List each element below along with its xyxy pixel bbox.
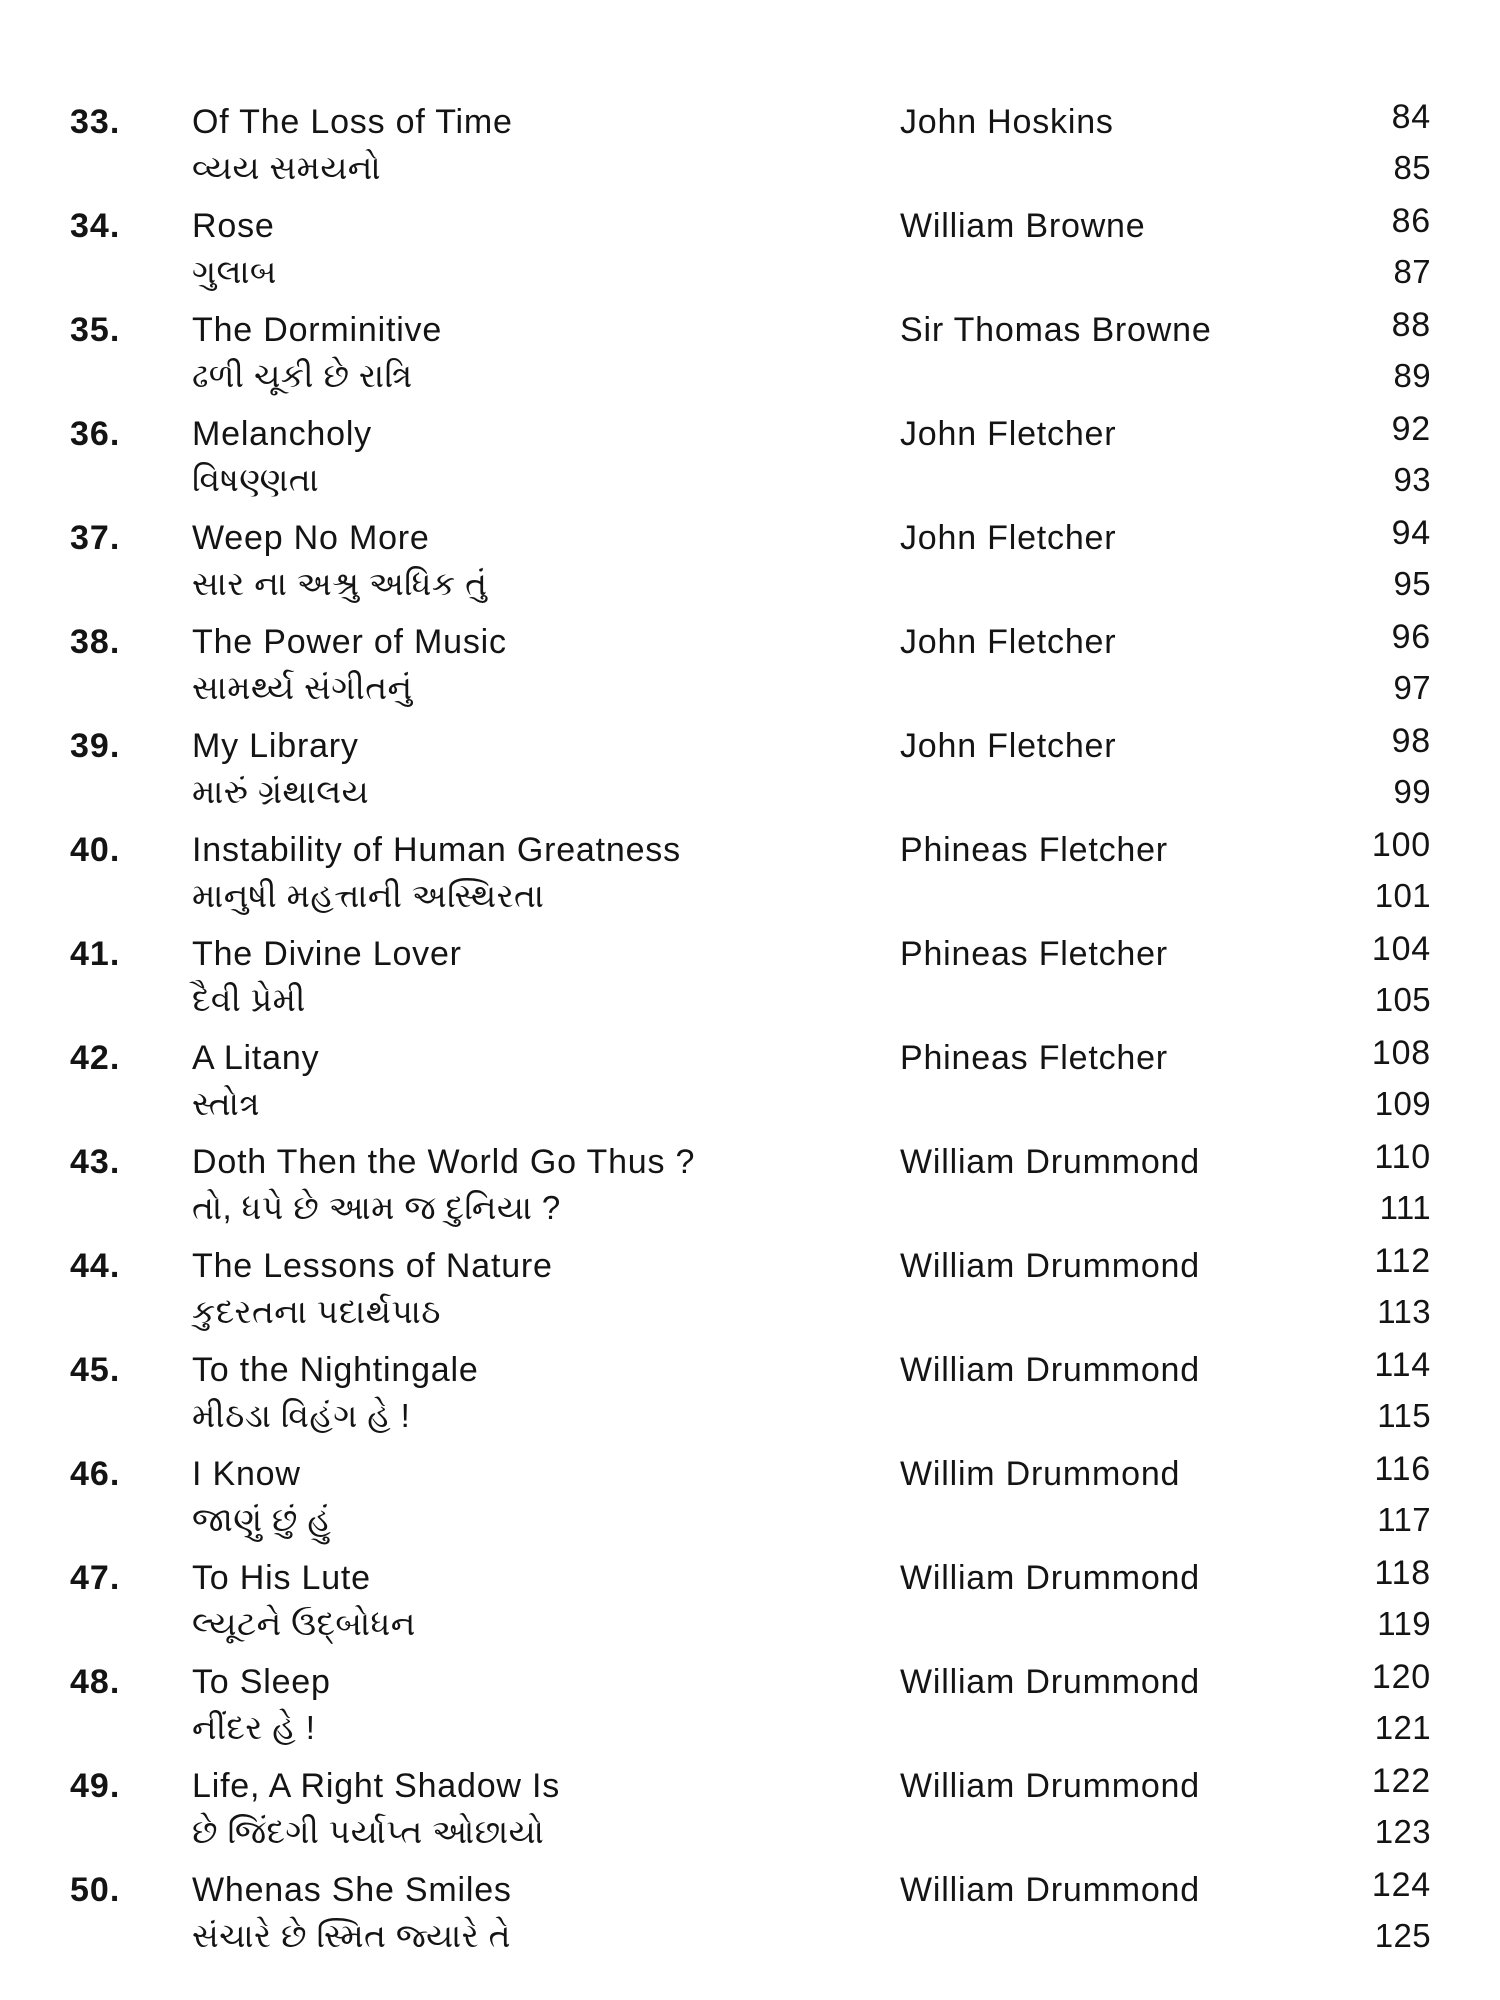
entry-author: Phineas Fletcher [900, 831, 1168, 869]
entry-gujarati-page-number: 99 [1393, 773, 1431, 810]
entry-number: 43. [70, 1143, 121, 1181]
entry-gujarati-page-number: 111 [1379, 1189, 1431, 1226]
contents-entry [0, 724, 1500, 828]
entry-gujarati-line [0, 1185, 1500, 1230]
entry-number: 36. [70, 415, 121, 453]
entry-page-number: 86 [1391, 202, 1431, 240]
contents-entry [0, 1556, 1500, 1660]
entry-english-line [0, 412, 1500, 457]
entry-page-number: 118 [1374, 1554, 1431, 1592]
entry-gujarati-title: તો, ધપે છે આમ જ દુનિયા ? [192, 1189, 561, 1226]
entry-title: Whenas She Smiles [192, 1871, 512, 1909]
entry-number: 35. [70, 311, 121, 349]
entry-gujarati-title: મારું ગ્રંથાલય [192, 773, 370, 810]
entry-gujarati-page-number: 97 [1393, 669, 1431, 706]
entry-gujarati-line [0, 1705, 1500, 1750]
entry-gujarati-line [0, 873, 1500, 918]
entry-author: William Drummond [900, 1351, 1200, 1389]
entry-gujarati-page-number: 119 [1377, 1605, 1431, 1642]
entry-gujarati-line [0, 1601, 1500, 1646]
entry-number: 42. [70, 1039, 121, 1077]
entry-english-line [0, 932, 1500, 977]
entry-english-line [0, 1452, 1500, 1497]
entry-gujarati-line [0, 1081, 1500, 1126]
entry-gujarati-page-number: 89 [1393, 357, 1431, 394]
entry-english-line [0, 1660, 1500, 1705]
entry-author: William Drummond [900, 1247, 1200, 1285]
entry-page-number: 88 [1391, 306, 1431, 344]
entry-number: 45. [70, 1351, 121, 1389]
entry-gujarati-page-number: 113 [1377, 1293, 1431, 1330]
entry-title: Life, A Right Shadow Is [192, 1767, 561, 1805]
entry-gujarati-line [0, 561, 1500, 606]
entry-page-number: 108 [1371, 1034, 1431, 1072]
entry-page-number: 96 [1391, 618, 1431, 656]
entry-gujarati-line [0, 1913, 1500, 1958]
entry-gujarati-page-number: 93 [1393, 461, 1431, 498]
entry-gujarati-title: છે જિંદગી પર્યાપ્ત ઓછાયો [192, 1813, 545, 1850]
entry-title: Of The Loss of Time [192, 103, 513, 141]
entry-title: To His Lute [192, 1559, 371, 1597]
entry-title: The Lessons of Nature [192, 1247, 553, 1285]
entry-gujarati-title: સામર્થ્ય સંગીતનું [192, 669, 413, 706]
entry-gujarati-title: મીઠડા વિહંગ હે ! [192, 1397, 411, 1434]
contents-entry [0, 828, 1500, 932]
entry-gujarati-line [0, 769, 1500, 814]
entry-english-line [0, 204, 1500, 249]
contents-entry [0, 100, 1500, 204]
entry-gujarati-line [0, 1809, 1500, 1854]
entry-author: Phineas Fletcher [900, 935, 1168, 973]
entry-gujarati-line [0, 353, 1500, 398]
entry-gujarati-line [0, 1393, 1500, 1438]
contents-list [0, 100, 1500, 1972]
entry-number: 39. [70, 727, 121, 765]
entry-gujarati-page-number: 87 [1393, 253, 1431, 290]
entry-english-line [0, 1348, 1500, 1393]
entry-title: Weep No More [192, 519, 430, 557]
entry-author: John Fletcher [900, 727, 1117, 765]
entry-page-number: 124 [1371, 1866, 1431, 1904]
entry-number: 48. [70, 1663, 121, 1701]
entry-author: Phineas Fletcher [900, 1039, 1168, 1077]
entry-author: John Fletcher [900, 623, 1117, 661]
entry-gujarati-line [0, 977, 1500, 1022]
entry-number: 38. [70, 623, 121, 661]
entry-english-line [0, 1556, 1500, 1601]
contents-entry [0, 1764, 1500, 1868]
entry-gujarati-title: કુદરતના પદાર્થપાઠ [192, 1293, 441, 1330]
entry-gujarati-page-number: 85 [1393, 149, 1431, 186]
entry-page-number: 122 [1371, 1762, 1431, 1800]
entry-number: 44. [70, 1247, 121, 1285]
entry-gujarati-title: ગુલાબ [192, 253, 277, 290]
entry-title: The Power of Music [192, 623, 507, 661]
entry-number: 47. [70, 1559, 121, 1597]
entry-english-line [0, 1036, 1500, 1081]
entry-title: The Divine Lover [192, 935, 462, 973]
entry-author: John Fletcher [900, 415, 1117, 453]
entry-gujarati-title: વિષણ્ણતા [192, 461, 320, 498]
entry-gujarati-title: સંચારે છે સ્મિત જ્યારે તે [192, 1917, 511, 1954]
entry-author: William Browne [900, 207, 1146, 245]
entry-gujarati-title: માનુષી મહત્તાની અસ્થિરતા [192, 877, 545, 914]
entry-gujarati-title: ઢળી ચૂકી છે રાત્રિ [192, 357, 413, 394]
entry-english-line [0, 100, 1500, 145]
entry-page-number: 94 [1391, 514, 1431, 552]
entry-author: Sir Thomas Browne [900, 311, 1212, 349]
entry-author: Willim Drummond [900, 1455, 1181, 1493]
entry-english-line [0, 620, 1500, 665]
entry-number: 41. [70, 935, 121, 973]
contents-entry [0, 204, 1500, 308]
entry-title: To the Nightingale [192, 1351, 479, 1389]
entry-english-line [0, 1868, 1500, 1913]
entry-title: My Library [192, 727, 359, 765]
entry-gujarati-page-number: 117 [1377, 1501, 1431, 1538]
entry-page-number: 84 [1391, 98, 1431, 136]
entry-gujarati-page-number: 95 [1393, 565, 1431, 602]
entry-gujarati-page-number: 115 [1377, 1397, 1431, 1434]
entry-gujarati-line [0, 457, 1500, 502]
contents-entry [0, 620, 1500, 724]
entry-page-number: 120 [1371, 1658, 1431, 1696]
contents-entry [0, 1868, 1500, 1972]
entry-number: 40. [70, 831, 121, 869]
entry-english-line [0, 1764, 1500, 1809]
entry-page-number: 104 [1371, 930, 1431, 968]
contents-entry [0, 1244, 1500, 1348]
entry-author: John Hoskins [900, 103, 1114, 141]
entry-gujarati-title: દૈવી પ્રેમી [192, 981, 306, 1018]
entry-author: William Drummond [900, 1767, 1200, 1805]
entry-gujarati-line [0, 249, 1500, 294]
entry-title: The Dorminitive [192, 311, 443, 349]
entry-page-number: 112 [1374, 1242, 1431, 1280]
entry-title: Rose [192, 207, 275, 245]
entry-gujarati-title: જાણું છું હું [192, 1501, 332, 1538]
entry-title: To Sleep [192, 1663, 331, 1701]
entry-author: William Drummond [900, 1663, 1200, 1701]
entry-english-line [0, 1244, 1500, 1289]
contents-entry [0, 412, 1500, 516]
contents-entry [0, 1660, 1500, 1764]
entry-gujarati-title: લ્યૂટને ઉદ્બોધન [192, 1605, 416, 1642]
entry-gujarati-line [0, 665, 1500, 710]
entry-number: 50. [70, 1871, 121, 1909]
entry-gujarati-title: સાર ના અશ્રુ અધિક તું [192, 565, 488, 602]
entry-title: Instability of Human Greatness [192, 831, 681, 869]
entry-english-line [0, 308, 1500, 353]
entry-gujarati-title: વ્યય સમયનો [192, 149, 381, 186]
contents-entry [0, 1036, 1500, 1140]
entry-author: William Drummond [900, 1559, 1200, 1597]
entry-gujarati-page-number: 123 [1374, 1813, 1431, 1850]
contents-entry [0, 308, 1500, 412]
entry-english-line [0, 1140, 1500, 1185]
entry-gujarati-page-number: 125 [1374, 1917, 1431, 1954]
entry-number: 37. [70, 519, 121, 557]
entry-author: John Fletcher [900, 519, 1117, 557]
entry-author: William Drummond [900, 1143, 1200, 1181]
entry-title: Doth Then the World Go Thus ? [192, 1143, 696, 1181]
entry-page-number: 100 [1371, 826, 1431, 864]
contents-entry [0, 1452, 1500, 1556]
entry-gujarati-title: નીંદર હે ! [192, 1709, 316, 1746]
entry-gujarati-page-number: 109 [1374, 1085, 1431, 1122]
entry-page-number: 114 [1374, 1346, 1431, 1384]
entry-number: 34. [70, 207, 121, 245]
entry-english-line [0, 828, 1500, 873]
entry-page-number: 110 [1374, 1138, 1431, 1176]
entry-title: I Know [192, 1455, 301, 1493]
entry-page-number: 98 [1391, 722, 1431, 760]
entry-gujarati-line [0, 145, 1500, 190]
contents-entry [0, 516, 1500, 620]
entry-gujarati-page-number: 101 [1374, 877, 1431, 914]
contents-entry [0, 1348, 1500, 1452]
entry-gujarati-page-number: 121 [1374, 1709, 1431, 1746]
entry-gujarati-line [0, 1289, 1500, 1334]
entry-number: 33. [70, 103, 121, 141]
entry-gujarati-title: સ્તોત્ર [192, 1085, 260, 1122]
entry-english-line [0, 516, 1500, 561]
entry-author: William Drummond [900, 1871, 1200, 1909]
entry-number: 46. [70, 1455, 121, 1493]
entry-english-line [0, 724, 1500, 769]
entry-gujarati-line [0, 1497, 1500, 1542]
entry-page-number: 92 [1391, 410, 1431, 448]
entry-title: A Litany [192, 1039, 320, 1077]
entry-page-number: 116 [1374, 1450, 1431, 1488]
entry-gujarati-page-number: 105 [1374, 981, 1431, 1018]
contents-entry [0, 1140, 1500, 1244]
entry-number: 49. [70, 1767, 121, 1805]
entry-title: Melancholy [192, 415, 372, 453]
contents-entry [0, 932, 1500, 1036]
